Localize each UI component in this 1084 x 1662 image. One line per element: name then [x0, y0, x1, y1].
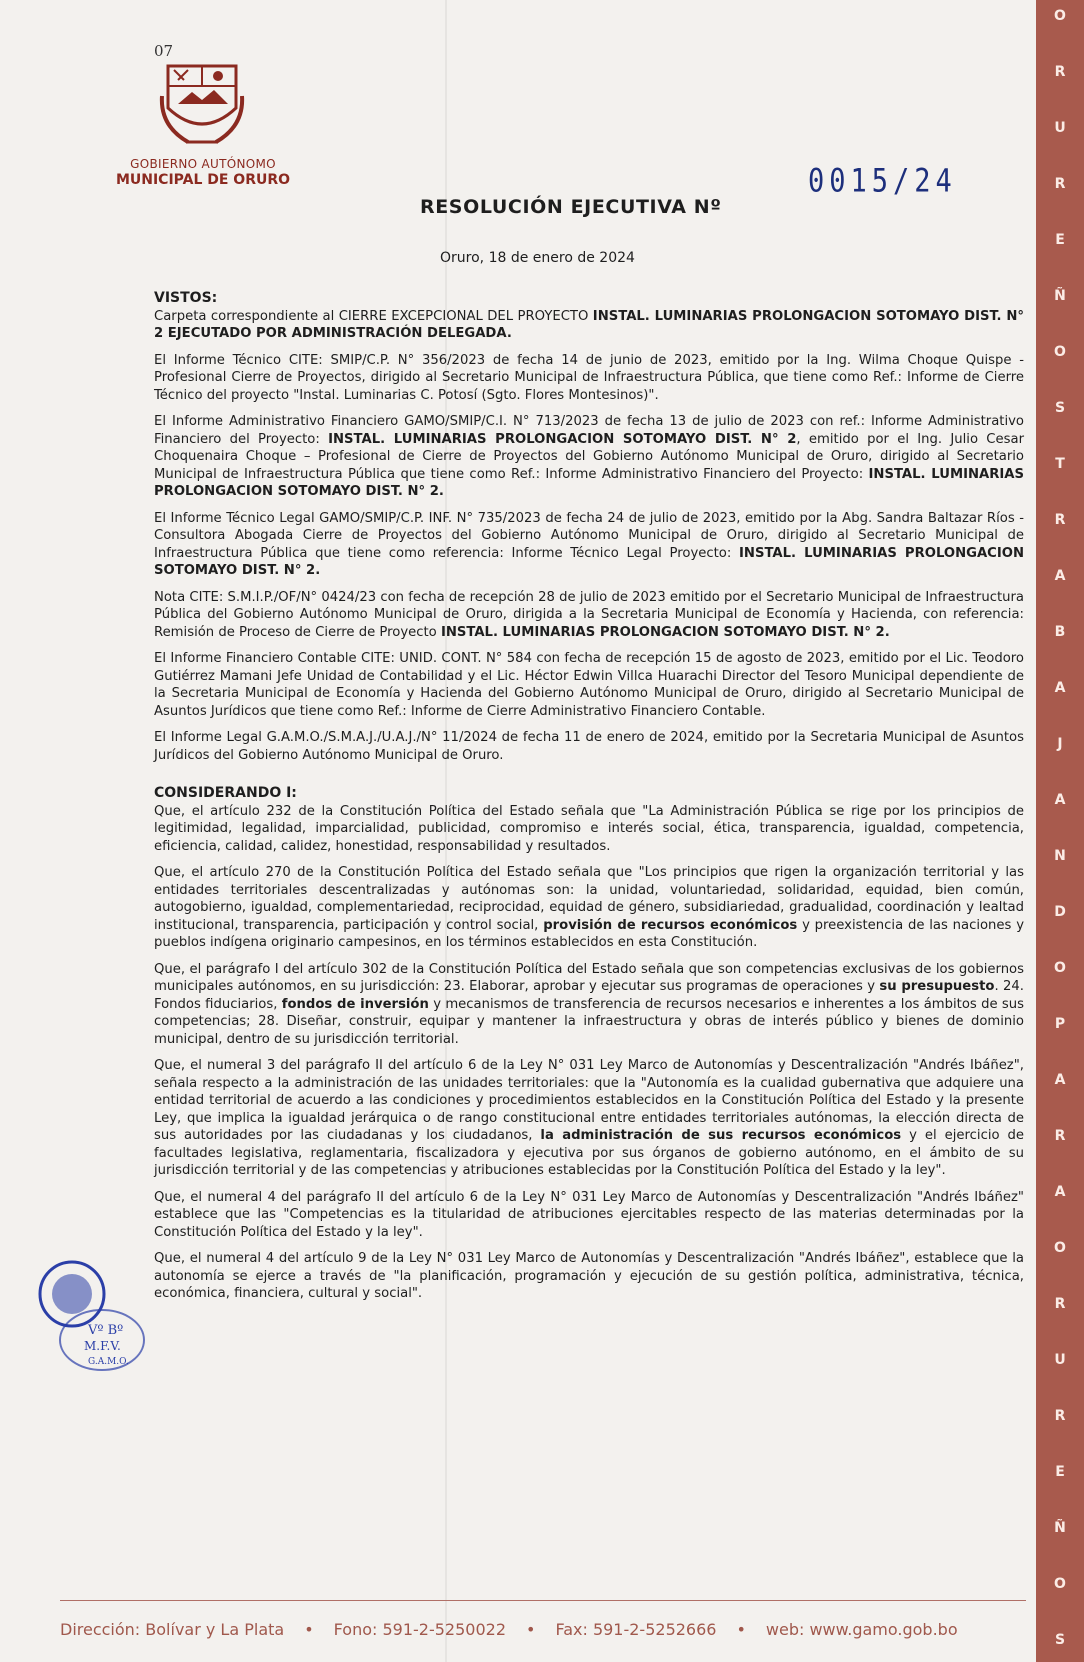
svg-text:G.A.M.O.: G.A.M.O. [88, 1357, 129, 1367]
resolution-date: Oruro, 18 de enero de 2024 [440, 250, 635, 266]
bold-text: INSTAL. LUMINARIAS PROLONGACION SOTOMAYO DIST. N° 2. [440, 624, 890, 640]
side-banner-letter: A [1054, 568, 1066, 584]
vistos-paragraph [154, 308, 1024, 343]
side-banner-letter: J [1057, 736, 1063, 752]
municipal-crest-logo [158, 56, 246, 152]
bold-text: INSTAL. LUMINARIAS PROLONGACION SOTOMAYO DIST. N° 2. [154, 466, 1024, 499]
paragraph-text: Que, el numeral 4 del artículo 9 de la Ley N° 031 Ley Marco de Autonomías y Descentralización "Andrés Ibáñez", establece que la autonomía se ejerce a través de "la planificación, programación y ejecución de su gestión política, administrativa, técnica, económica, financiera, cultural y social". [154, 1251, 1024, 1301]
resolution-number: 0015/24 [808, 162, 957, 201]
paragraph-text: Que, el artículo 232 de la Constitución Política del Estado señala que "La Administración Pública se rige por los principios de legitimidad, legalidad, imparcialidad, publicidad, compromiso e interés social, ética, transparencia, igualdad, competencia, eficiencia, calidad, calidez, honestidad, responsabilidad y resultados. [154, 803, 1024, 854]
side-banner-letter: R [1054, 512, 1066, 528]
side-banner-letter: O [1054, 8, 1066, 24]
side-banner [1036, 0, 1084, 1662]
paragraph-text: El Informe Legal G.A.M.O./S.M.A.J./U.A.J./N° 11/2024 de fecha 11 de enero de 2024, emitido por la Secretaria Municipal de Asuntos Jurídicos del Gobierno Autónomo Municipal de Oruro. [154, 730, 1024, 763]
vistos-paragraph [154, 589, 1024, 642]
page-number: 07 [154, 42, 174, 60]
side-banner-letter: Ñ [1054, 1520, 1066, 1536]
considerando-paragraph [154, 1057, 1024, 1180]
side-banner-letter: R [1054, 1128, 1066, 1144]
side-banner-letter: O [1054, 1576, 1066, 1592]
footer-divider [60, 1600, 1026, 1601]
vistos-list [154, 308, 1024, 765]
bold-text: INSTAL. LUMINARIAS PROLONGACION SOTOMAYO DIST. N° 2 EJECUTADO POR ADMINISTRACIÓN DELEGADA. [154, 308, 1024, 341]
org-name-line2: MUNICIPAL DE ORURO [115, 172, 291, 188]
side-banner-letter: O [1054, 344, 1066, 360]
side-banner-letter: U [1054, 120, 1066, 136]
side-banner-letter: R [1054, 176, 1066, 192]
considerando-paragraph [154, 1189, 1024, 1242]
considerando-paragraph [154, 803, 1024, 856]
side-banner-letter: A [1054, 680, 1066, 696]
footer-separator: • [526, 1620, 536, 1639]
paragraph-text: El Informe Administrativo Financiero GAMO/SMIP/C.I. N° 713/2023 de fecha 13 de julio de 2023 con ref.: Informe Administrativo Financiero del Proyecto: [154, 414, 1024, 447]
footer-separator: • [304, 1620, 314, 1639]
bold-text: la administración de sus recursos económicos [540, 1128, 902, 1143]
footer-phone: Fono: 591-2-5250022 [333, 1620, 507, 1639]
footer-fax: Fax: 591-2-5252666 [555, 1620, 717, 1639]
paragraph-text: Que, el numeral 3 del parágrafo II del artículo 6 de la Ley N° 031 Ley Marco de Autonomías y Descentralización "Andrés Ibáñez", señala respecto a la administración de las unidades territoriales: que la "Autonomía es la cualidad gubernativa que adquiere una entidad territorial de acuerdo a las condiciones y procedimientos establecidos en la Constitución Política del Estado y la presente Ley, que implica la igualdad jerárquica o de rango constitucional entre entidades territoriales autónomas, la elección directa de sus autoridades por las ciudadanas y los ciudadanos, [154, 1058, 1024, 1143]
bold-text: INSTAL. LUMINARIAS PROLONGACION SOTOMAYO DIST. N° 2 [328, 431, 797, 447]
vistos-paragraph [154, 413, 1024, 501]
side-banner-letter: N [1054, 848, 1066, 864]
side-banner-letter: B [1054, 624, 1066, 640]
paragraph-text: Nota CITE: S.M.I.P./OF/N° 0424/23 con fecha de recepción 28 de julio de 2023 emitido por el Secretario Municipal de Infraestructura Pública del Gobierno Autónomo Municipal de Oruro, dirigida a la Secretaria Municipal de Economía y Hacienda, con referencia: Remisión de Proceso de Cierre de Proyecto [154, 589, 1024, 640]
vistos-heading: VISTOS: [154, 290, 218, 306]
side-banner-letter: S [1054, 1632, 1066, 1648]
vistos-paragraph [154, 352, 1024, 405]
side-banner-letter: A [1054, 1072, 1066, 1088]
paragraph-text: El Informe Técnico CITE: SMIP/C.P. N° 356/2023 de fecha 14 de junio de 2023, emitido por la Ing. Wilma Choque Quispe - Profesional Cierre de Proyectos, dirigido al Secretario Municipal de Infraestructura Pública, que tiene como Ref.: Informe de Cierre Técnico del proyecto "Instal. Luminarias C. Potosí (Sgto. Flores Montesinos)". [154, 352, 1024, 403]
official-seal-stamp [30, 1258, 152, 1374]
paragraph-text: Carpeta correspondiente al CIERRE EXCEPCIONAL DEL PROYECTO [154, 308, 593, 324]
considerando-paragraph [154, 961, 1024, 1049]
bold-text: fondos de inversión [281, 996, 429, 1012]
paragraph-text: . 24. Fondos fiduciarios, [154, 979, 1024, 1012]
vistos-paragraph [154, 510, 1024, 580]
bold-text: su presupuesto [879, 979, 995, 994]
side-banner-letter: A [1054, 1184, 1066, 1200]
paragraph-text: y mecanismos de transferencia de recursos necesarios e inherentes a los ámbitos de sus competencias; 28. Diseñar, construir, equipar y mantener la infraestructura y obras de interés público y bienes de dominio municipal, dentro de su jurisdicción territorial. [154, 996, 1025, 1047]
considerando-list [154, 803, 1024, 1303]
side-banner-letter: T [1055, 456, 1065, 472]
vistos-paragraph [154, 729, 1024, 764]
side-banner-letter: Ñ [1054, 288, 1066, 304]
footer-web: web: www.gamo.gob.bo [765, 1620, 958, 1639]
side-banner-letter: R [1054, 64, 1066, 80]
side-banner-letter: A [1054, 792, 1066, 808]
footer-separator: • [736, 1620, 746, 1639]
side-banner-letter: D [1054, 904, 1066, 920]
considerando-paragraph [154, 1250, 1024, 1303]
paragraph-text: El Informe Técnico Legal GAMO/SMIP/C.P. INF. N° 735/2023 de fecha 24 de julio de 2023, emitido por la Abg. Sandra Baltazar Ríos - Consultora Abogada Cierre de Proyectos del Gobierno Autónomo Municipal de Oruro, dirigido al Secretario Municipal de Infraestructura Pública que tiene como referencia: Informe Técnico Legal Proyecto: [154, 510, 1024, 561]
side-banner-letter: O [1054, 960, 1066, 976]
paragraph-text: y el ejercicio de facultades legislativa, reglamentaria, fiscalizadora y ejecutiva por sus órganos de gobierno autónomo, en el ámbito de su jurisdicción territorial y de las competencias y atribuciones establecidas por la Constitución Política del Estado y la ley". [154, 1128, 1024, 1178]
paragraph-text: Que, el parágrafo I del artículo 302 de la Constitución Política del Estado señala que son competencias exclusivas de los gobiernos municipales autónomos, en su jurisdicción: 23. Elaborar, aprobar y ejecutar sus programas de operaciones y [154, 961, 1024, 994]
footer [60, 1620, 1026, 1639]
side-banner-text [1042, 8, 1078, 1648]
vistos-paragraph [154, 650, 1024, 720]
side-banner-letter: U [1054, 1352, 1066, 1368]
considerando-heading: CONSIDERANDO I: [154, 785, 297, 801]
side-banner-letter: O [1054, 1240, 1066, 1256]
paragraph-text: El Informe Financiero Contable CITE: UNID. CONT. N° 584 con fecha de recepción 15 de agosto de 2023, emitido por el Lic. Teodoro Gutiérrez Mamani Jefe Unidad de Contabilidad y el Lic. Héctor Edwin Villca Huarachi Director del Tesoro Municipal dependiente de la Secretaria Municipal de Economía y Hacienda del Gobierno Autónomo Municipal de Oruro, dirigido al Secretario Municipal de Asuntos Jurídicos que tiene como Ref.: Informe de Cierre Administrativo Financiero Contable. [154, 651, 1024, 719]
paragraph-text: Que, el numeral 4 del parágrafo II del artículo 6 de la Ley N° 031 Ley Marco de Autonomías y Descentralización "Andrés Ibáñez" establece que las "Competencias es la titularidad de atribuciones ejercitables respecto de las materias determinadas por la Constitución Política del Estado y la ley". [154, 1189, 1024, 1240]
paragraph-text: Que, el artículo 270 de la Constitución Política del Estado señala que "Los principios que rigen la organización territorial y las entidades territoriales descentralizadas y autónomas son: la unidad, voluntariedad, solidaridad, equidad, bien común, autogobierno, igualdad, complementariedad, reciprocidad, equidad de género, subsidiariedad, gradualidad, coordinación y lealtad institucional, transparencia, participación y control social, [154, 865, 1024, 933]
bold-text: provisión de recursos económicos [543, 917, 798, 933]
paragraph-text: y preexistencia de las naciones y pueblos indígena originario campesinos, en los términos establecidos en esta Constitución. [154, 917, 1024, 950]
considerando-paragraph [154, 864, 1024, 952]
side-banner-letter: E [1055, 1464, 1065, 1480]
paragraph-text: , emitido por el Ing. Julio Cesar Choquenaira Choque – Profesional de Cierre de Proyectos del Gobierno Autónomo Municipal de Oruro, dirigido al Secretario Municipal de Infraestructura Pública que tiene como Ref.: Informe Administrativo Financiero del Proyecto: [154, 431, 1025, 482]
bold-text: INSTAL. LUMINARIAS PROLONGACION SOTOMAYO DIST. N° 2. [154, 545, 1024, 578]
side-banner-letter: R [1054, 1296, 1066, 1312]
side-banner-letter: R [1054, 1408, 1066, 1424]
footer-address: Dirección: Bolívar y La Plata [60, 1620, 285, 1639]
svg-text:M.F.V.: M.F.V. [84, 1339, 121, 1353]
document-body [154, 290, 1024, 1312]
resolution-title: RESOLUCIÓN EJECUTIVA Nº [420, 196, 722, 218]
side-banner-letter: E [1055, 232, 1065, 248]
org-name-line1: GOBIERNO AUTÓNOMO [130, 157, 276, 171]
svg-text:Vº Bº: Vº Bº [88, 1323, 124, 1338]
side-banner-letter: P [1054, 1016, 1066, 1032]
side-banner-letter: S [1054, 400, 1066, 416]
